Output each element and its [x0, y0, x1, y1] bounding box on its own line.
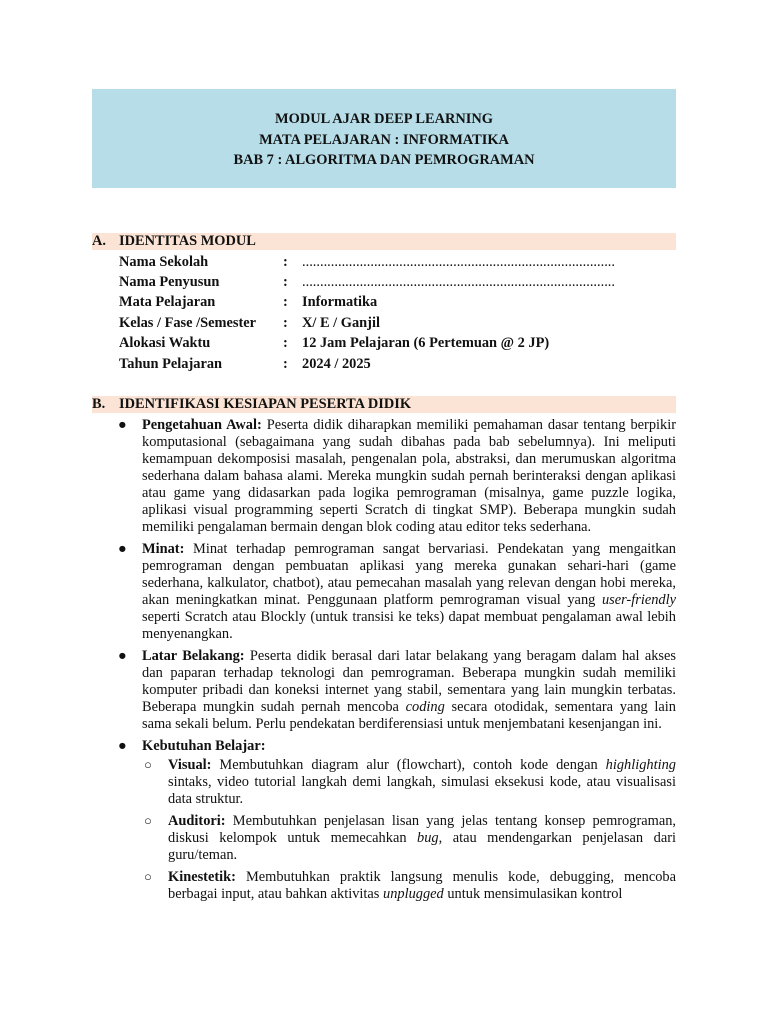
module-header	[92, 89, 676, 188]
identity-label: Kelas / Fase /Semester	[119, 315, 257, 331]
identity-row-subject	[119, 292, 679, 312]
item-text: Peserta didik diharapkan memiliki pemahaman dasar tentang berpikir komputasional (sebagaimana yang sudah dibahas pada bab sebelumnya). Ini meliputi kemampuan dekomposisi masalah, pengenalan pola, abstraksi, dan merumuskan algoritma sederhana dalam bahasa alami. Mereka mungkin sudah pernah berinteraksi dengan aplikasi atau game yang didasarkan pada logika pemrograman (misalnya, game puzzle logika, aplikasi visual programming seperti Scratch di tingkat SMP). Beberapa mungkin sudah memiliki pengalaman bermain dengan blok coding atau editor teks sederhana.	[142, 417, 676, 535]
list-item-prior-knowledge	[92, 417, 676, 536]
item-term: Visual:	[168, 757, 212, 773]
identity-label: Nama Sekolah	[119, 254, 209, 270]
item-text: , atau mendengarkan penjelasan dari guru/teman.	[168, 830, 676, 863]
circle-bullet-icon: ○	[144, 813, 152, 828]
identity-label: Alokasi Waktu	[119, 335, 211, 351]
header-title-line1: MODUL AJAR DEEP LEARNING	[275, 111, 493, 127]
identity-value: .......................................................................................	[302, 274, 615, 290]
section-b-title: IDENTIFIKASI KESIAPAN PESERTA DIDIK	[119, 396, 412, 412]
identity-row-time	[119, 333, 679, 353]
item-text: Membutuhkan diagram alur (flowchart), contoh kode dengan	[211, 757, 606, 773]
identity-value: .......................................................................................	[302, 254, 615, 270]
sublist-item-kinesthetic	[142, 869, 676, 903]
circle-bullet-icon: ○	[144, 869, 152, 884]
item-text: secara otodidak, sementara yang lain sama sekali belum. Perlu pendekatan berdiferensiasi untuk menjembatani kesenjangan ini.	[142, 699, 676, 732]
section-b-letter: B.	[92, 396, 106, 412]
item-text: untuk mensimulasikan kontrol	[443, 886, 623, 902]
identity-colon: :	[283, 315, 288, 331]
learning-needs-sublist	[142, 757, 676, 903]
item-italic: bug	[417, 830, 439, 846]
item-text: Membutuhkan praktik langsung menulis kode, debugging, mencoba berbagai input, atau bahkan aktivitas	[168, 869, 676, 902]
item-italic: unplugged	[383, 886, 444, 902]
header-title-line3: BAB 7 : ALGORITMA DAN PEMROGRAMAN	[233, 152, 535, 168]
item-term: Auditori:	[168, 813, 226, 829]
item-term: Latar Belakang:	[142, 648, 245, 664]
item-text: seperti Scratch atau Blockly (untuk transisi ke teks) dapat membuat pengalaman awal lebih menyenangkan.	[142, 609, 676, 642]
identity-row-school	[119, 252, 679, 272]
identity-label: Tahun Pelajaran	[119, 356, 223, 372]
bullet-icon: ●	[118, 417, 127, 433]
item-term: Minat:	[142, 541, 185, 557]
section-a-letter: A.	[92, 233, 106, 249]
identity-row-author	[119, 272, 679, 292]
identity-colon: :	[283, 335, 288, 351]
list-item-interest	[92, 541, 676, 643]
identity-colon: :	[283, 274, 288, 290]
item-italic: coding	[405, 699, 445, 715]
item-term: Pengetahuan Awal:	[142, 417, 262, 433]
identity-row-class	[119, 313, 679, 333]
section-b-heading	[92, 396, 676, 413]
sublist-item-auditory	[142, 813, 676, 864]
bullet-icon: ●	[118, 648, 127, 664]
item-text: Minat terhadap pemrograman sangat bervariasi. Pendekatan yang mengaitkan pemrograman dengan pembuatan aplikasi yang mereka gunakan sehari-hari (game sederhana, kalkulator, chatbot), atau pemecahan masalah yang relevan dengan hobi mereka, akan meningkatkan minat. Penggunaan platform pemrograman visual yang	[142, 541, 676, 608]
item-term: Kebutuhan Belajar:	[142, 738, 266, 754]
item-text: sintaks, video tutorial langkah demi langkah, simulasi eksekusi kode, atau visualisasi data struktur.	[168, 774, 676, 807]
identity-row-year	[119, 354, 679, 374]
item-term: Kinestetik:	[168, 869, 236, 885]
identity-colon: :	[283, 294, 288, 310]
identity-value: Informatika	[302, 294, 378, 310]
identity-colon: :	[283, 254, 288, 270]
section-a-title: IDENTITAS MODUL	[119, 233, 256, 249]
bullet-icon: ●	[118, 738, 127, 754]
item-text: Peserta didik berasal dari latar belakang yang beragam dalam hal akses dan paparan terhadap teknologi dan pemrograman. Beberapa mungkin sudah memiliki komputer pribadi dan koneksi internet yang stabil, sementara yang lain mungkin terbatas. Beberapa mungkin sudah pernah mencoba	[142, 648, 677, 715]
item-italic: highlighting	[605, 757, 676, 773]
identity-value: 2024 / 2025	[302, 356, 371, 372]
list-item-background	[92, 648, 676, 733]
item-text: Membutuhkan penjelasan lisan yang jelas tentang konsep pemrograman, diskusi kelompok untuk memecahkan	[168, 813, 676, 846]
item-italic: user-friendly	[601, 592, 676, 608]
identity-value: X/ E / Ganjil	[302, 315, 380, 331]
header-title-line2: MATA PELAJARAN : INFORMATIKA	[259, 131, 509, 148]
circle-bullet-icon: ○	[144, 757, 152, 772]
identity-value: 12 Jam Pelajaran (6 Pertemuan @ 2 JP)	[302, 335, 550, 351]
identity-label: Mata Pelajaran	[119, 294, 216, 310]
identity-label: Nama Penyusun	[119, 274, 220, 290]
section-b-content	[92, 417, 676, 908]
sublist-item-visual	[142, 757, 676, 808]
identity-colon: :	[283, 356, 288, 372]
section-a-heading	[92, 233, 676, 250]
bullet-icon: ●	[118, 541, 127, 557]
list-item-learning-needs	[92, 738, 676, 903]
readiness-list	[92, 417, 676, 903]
